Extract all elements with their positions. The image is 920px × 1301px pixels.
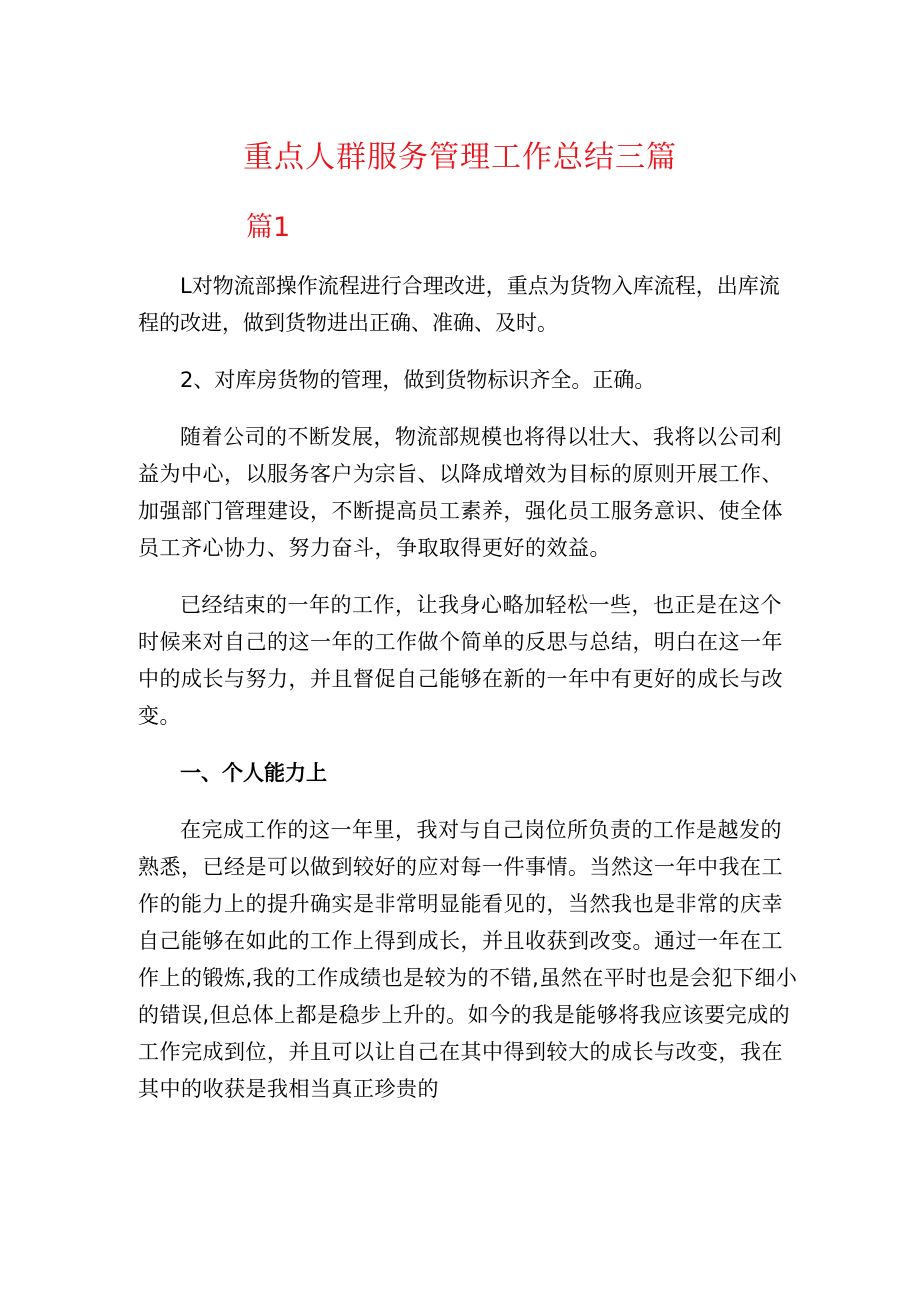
section-label: 篇1 — [246, 212, 291, 243]
paragraph-2: 2、对库房货物的管理，做到货物标识齐全。正确。 — [180, 368, 656, 392]
document-body — [138, 268, 798, 1128]
paragraph-4: 已经结束的一年的工作，让我身心略加轻松一些，也正是在这个时候来对自己的这一年的工作做个简单的反思与总结，明白在这一年中的成长与努力，并且督促自己能够在新的一年中有更好的成长与改变。 — [138, 593, 783, 728]
paragraph-3: 随着公司的不断发展，物流部规模也将得以壮大、我将以公司利益为中心，以服务客户为宗旨、以降成增效为目标的原则开展工作、加强部门管理建设，不断提高员工素养，强化员工服务意识、使全体员工齐心协力、努力奋斗，争取取得更好的效益。 — [138, 425, 783, 560]
paragraph-1: L对物流部操作流程进行合理改进，重点为货物入库流程，出库流程的改进，做到货物进出正确、准确、及时。 — [138, 274, 780, 335]
document-title: 重点人群服务管理工作总结三篇 — [243, 140, 677, 175]
subheading-personal-ability: 一、个人能力上 — [180, 761, 327, 785]
paragraph-5: 在完成工作的这一年里，我对与自己岗位所负责的工作是越发的熟悉，已经是可以做到较好的应对每一件事情。当然这一年中我在工作的能力上的提升确实是非常明显能看见的，当然我也是非常的庆幸自己能够在如此的工作上得到成长，并且收获到改变。通过一年在工作上的锻炼,我的工作成绩也是较为的不错,虽然在平时也是会犯下细小的错误,但总体上都是稳步上升的。如今的我是能够将我应该要完成的工作完成到位，并且可以让自己在其中得到较大的成长与改变，我在其中的收获是我相当真正珍贵的 — [138, 818, 798, 1101]
